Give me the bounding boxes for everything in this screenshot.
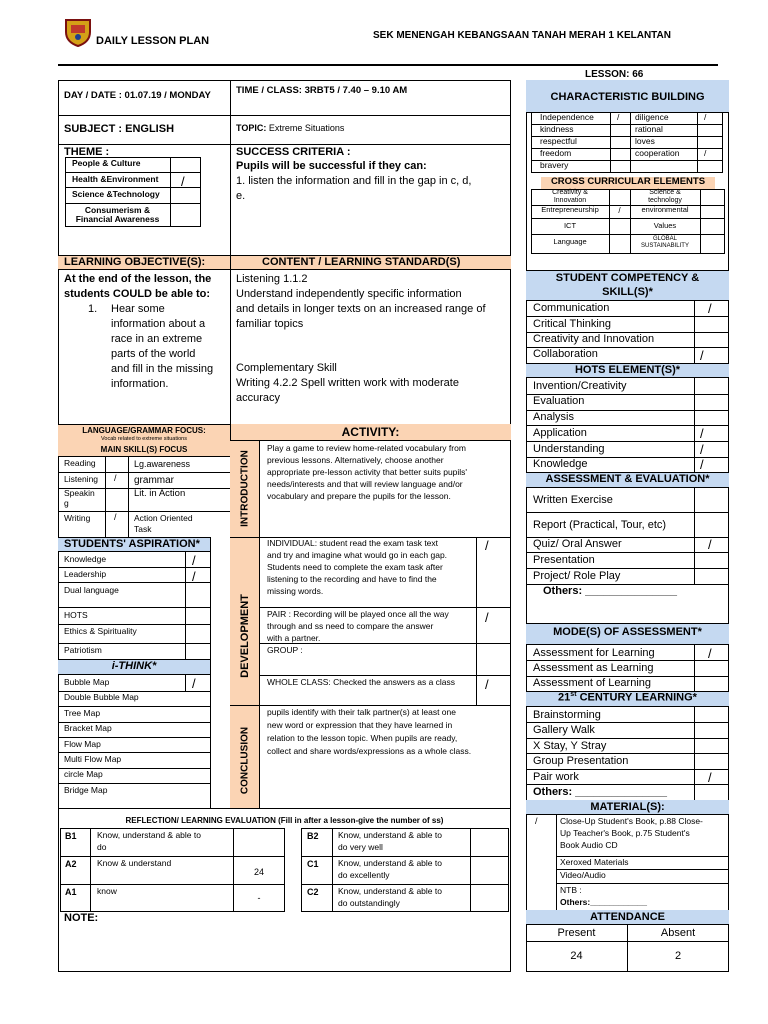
cross-creativity-cont: Innovation: [553, 197, 587, 204]
hots-invention: Invention/Creativity: [533, 380, 627, 392]
objective-line: information.: [111, 378, 169, 390]
reflection-heading: REFLECTION/ LEARNING EVALUATION (Fill in after a lesson-give the number of ss): [125, 816, 444, 825]
conclusion-line: collect and share words/expressions as a whole class.: [267, 746, 472, 756]
objective-number: 1.: [88, 303, 98, 315]
materials-ntb: NTB :: [560, 885, 582, 895]
conclusion-stage-label: CONCLUSION: [239, 726, 251, 795]
char-diligence-mark: /: [704, 112, 707, 122]
band-a2: A2: [65, 859, 77, 869]
cross-creativity: Creativity &: [552, 189, 588, 196]
content-line: and details in longer texts on an increased range of: [236, 303, 486, 315]
band-b1-desc: Know, understand & able to: [97, 830, 201, 840]
band-a1-desc: know: [97, 886, 117, 896]
assessment-quiz: Quiz/ Oral Answer: [533, 538, 622, 550]
aspiration-ethics: Ethics & Spirituality: [64, 626, 137, 636]
language-sub: Vocab related to extreme situations: [101, 436, 187, 442]
band-a1: A1: [65, 887, 77, 897]
char-independence-mark: /: [617, 112, 620, 122]
char-independence: Independence: [540, 112, 594, 122]
skill-speaking: Speakin: [64, 488, 95, 498]
modes-heading: MODE(S) OF ASSESSMENT*: [553, 626, 702, 638]
char-loves: loves: [635, 136, 655, 146]
band-b2-desc-cont: do very well: [338, 842, 383, 852]
skill-listening-mark: /: [114, 473, 117, 483]
objective-intro2: students COULD be able to:: [64, 288, 211, 300]
time-class: TIME / CLASS: 3RBT5 / 7.40 – 9.10 AM: [236, 85, 408, 96]
aspiration-hots: HOTS: [64, 610, 88, 620]
content-accuracy: accuracy: [236, 392, 281, 404]
competency-heading-2: SKILL(S)*: [602, 286, 653, 298]
language-heading: LANGUAGE/GRAMMAR FOCUS:: [82, 426, 206, 435]
ithink-double-bubble: Double Bubble Map: [64, 692, 139, 702]
competency-communication-mark: /: [708, 301, 712, 316]
band-b2: B2: [307, 831, 319, 841]
content-line: familiar topics: [236, 318, 304, 330]
success-line3: e.: [236, 190, 246, 202]
mode-as-learning: Assessment as Learning: [533, 662, 654, 674]
hots-evaluation: Evaluation: [533, 395, 585, 407]
aspiration-leadership: Leadership: [64, 569, 107, 579]
skills-heading: MAIN SKILL(S) FOCUS: [100, 445, 188, 454]
aspiration-heading: STUDENTS' ASPIRATION*: [64, 538, 200, 550]
ithink-flow-map: Flow Map: [64, 739, 101, 749]
skill-lit-action: Lit. in Action: [134, 488, 186, 499]
theme-label: THEME :: [64, 146, 110, 158]
aspiration-dual-language: Dual language: [64, 585, 119, 595]
cross-global: GLOBAL: [652, 236, 677, 242]
ithink-bubble-map: Bubble Map: [64, 677, 110, 687]
attendance-present-label: Present: [557, 927, 596, 939]
individual-line: missing words.: [267, 586, 324, 596]
intro-line: vocabulary and prepare the pupils for the lesson.: [267, 491, 451, 501]
aspiration-leadership-mark: /: [192, 569, 196, 584]
hots-understanding-mark: /: [700, 442, 704, 457]
char-rational: rational: [635, 124, 663, 134]
materials-mark: /: [535, 816, 538, 826]
skill-lg-awareness: Lg.awareness: [134, 459, 191, 469]
objective-line: information about a: [111, 318, 206, 330]
cross-ict: ICT: [563, 221, 577, 230]
intro-stage-label: INTRODUCTION: [239, 450, 251, 527]
materials-line1: Close-Up Student's Book, p.88 Close-: [560, 816, 703, 826]
day-date: DAY / DATE : 01.07.19 / MONDAY: [64, 90, 211, 101]
objective-line: parts of the world: [111, 348, 196, 360]
materials-xerox: Xeroxed Materials: [560, 857, 629, 867]
attendance-absent-count: 2: [674, 950, 682, 962]
cross-environmental: environmental: [641, 205, 689, 214]
hots-knowledge-mark: /: [700, 457, 704, 472]
skill-grammar: grammar: [134, 475, 175, 486]
materials-video: Video/Audio: [560, 870, 606, 880]
content-writing: Writing 4.2.2 Spell written work with moderate: [236, 377, 459, 389]
cross-heading: CROSS CURRICULAR ELEMENTS: [550, 176, 706, 187]
skill-writing: Writing: [64, 513, 91, 523]
hots-application-mark: /: [700, 426, 704, 441]
attendance-absent-label: Absent: [660, 927, 696, 939]
hots-application: Application: [533, 427, 587, 439]
band-a2-desc: Know & understand: [97, 858, 172, 868]
band-b2-desc: Know, understand & able to: [338, 830, 442, 840]
hots-knowledge: Knowledge: [533, 458, 588, 470]
hots-heading: HOTS ELEMENT(S)*: [574, 364, 681, 376]
materials-line2: Up Teacher's Book, p.75 Student's: [560, 828, 690, 838]
whole-class-mark: /: [485, 677, 489, 692]
ithink-bracket-map: Bracket Map: [64, 723, 112, 733]
assessment-project: Project/ Role Play: [533, 570, 621, 582]
objective-heading: LEARNING OBJECTIVE(S):: [64, 256, 206, 268]
competency-heading: STUDENT COMPETENCY &: [555, 272, 700, 284]
band-a1-count: -: [257, 893, 261, 903]
note-label: NOTE:: [64, 912, 99, 924]
cross-entrepreneurship-mark: /: [618, 206, 621, 215]
school-logo: [62, 16, 94, 48]
char-freedom: freedom: [540, 148, 572, 158]
objective-line: and fill in the missing: [111, 363, 214, 375]
century-gallery-walk: Gallery Walk: [533, 724, 595, 736]
char-bravery: bravery: [540, 160, 569, 170]
cross-sustainability: SUSTAINABILITY: [641, 243, 689, 249]
conclusion-line: new word or expression that they have learned in: [267, 720, 453, 730]
materials-heading: MATERIAL(S):: [590, 801, 665, 813]
aspiration-knowledge: Knowledge: [64, 554, 107, 564]
success-line1: Pupils will be successful if they can:: [236, 160, 427, 172]
century-heading: 21st CENTURY LEARNING*: [558, 691, 697, 704]
intro-line: needs/interests and that will review language and/or: [267, 479, 463, 489]
pair-line: PAIR : Recording will be played once all the way: [267, 609, 449, 619]
individual-mark: /: [485, 538, 489, 553]
assessment-report: Report (Practical, Tour, etc): [533, 519, 667, 531]
band-c1-desc: Know, understand & able to: [338, 858, 442, 868]
topic: TOPIC: Extreme Situations: [236, 123, 345, 133]
assessment-others: Others: _______________: [543, 585, 677, 597]
ithink-multi-flow: Multi Flow Map: [64, 754, 122, 764]
century-group-presentation: Group Presentation: [533, 755, 629, 767]
header-rule: [58, 64, 718, 66]
century-brainstorming: Brainstorming: [533, 709, 601, 721]
char-cooperation-mark: /: [704, 148, 707, 158]
cross-science: Science &: [649, 189, 681, 196]
skill-action-task: Action Oriented: [134, 513, 193, 523]
conclusion-line: relation to the lesson topic. When pupils are ready,: [267, 733, 458, 743]
materials-line3: Book Audio CD: [560, 840, 618, 850]
char-kindness: kindness: [540, 124, 574, 134]
lesson-number: LESSON: 66: [585, 69, 644, 80]
ithink-bridge-map: Bridge Map: [64, 785, 108, 795]
development-stage-label: DEVELOPMENT: [239, 594, 251, 678]
pair-line: with a partner.: [267, 633, 321, 643]
content-line: Understand independently specific information: [236, 288, 462, 300]
mode-of-learning: Assessment of Learning: [533, 677, 652, 689]
intro-line: previous lessons. Alternatively, choose another: [267, 455, 444, 465]
band-c2-desc-cont: do outstandingly: [338, 898, 400, 908]
band-b1: B1: [65, 831, 77, 841]
plan-title: DAILY LESSON PLAN: [96, 35, 210, 47]
char-cooperation: cooperation: [635, 148, 680, 158]
conclusion-line: pupils identify with their talk partner(s) at least one: [267, 707, 456, 717]
individual-line: listening to the recording and have to find the: [267, 574, 437, 584]
subject: SUBJECT : ENGLISH: [64, 123, 175, 135]
aspiration-knowledge-mark: /: [192, 553, 196, 568]
group-activity: GROUP :: [267, 645, 303, 655]
cross-entrepreneurship: Entrepreneurship: [541, 205, 599, 214]
competency-creativity: Creativity and Innovation: [533, 333, 655, 345]
cross-language: Language: [553, 237, 587, 246]
theme-science: Science &Technology: [72, 189, 160, 199]
individual-line: INDIVIDUAL: student read the exam task text: [267, 538, 439, 548]
competency-collaboration-mark: /: [700, 348, 704, 363]
theme-consumerism: Consumerism &: [84, 205, 151, 215]
theme-health-mark: /: [181, 174, 185, 189]
content-complementary: Complementary Skill: [236, 362, 337, 374]
objective-line: Hear some: [111, 303, 165, 315]
intro-line: appropriate pre-lesson activity that better suits pupils': [267, 467, 468, 477]
band-c1: C1: [307, 859, 319, 869]
century-pair-work: Pair work: [533, 771, 579, 783]
band-c1-desc-cont: do excellently: [338, 870, 390, 880]
char-diligence: diligence: [635, 112, 669, 122]
assessment-presentation: Presentation: [533, 554, 595, 566]
content-heading: CONTENT / LEARNING STANDARD(S): [262, 256, 461, 268]
ithink-bubble-mark: /: [192, 676, 196, 691]
century-x-stay: X Stay, Y Stray: [533, 740, 607, 752]
theme-health: Health &Environment: [72, 174, 159, 184]
competency-critical-thinking: Critical Thinking: [533, 318, 612, 330]
band-c2-desc: Know, understand & able to: [338, 886, 442, 896]
pair-line: through and ss need to compare the answer: [267, 621, 434, 631]
objective-line: race in an extreme: [111, 333, 203, 345]
competency-collaboration: Collaboration: [533, 348, 598, 360]
band-a2-count: 24: [253, 867, 264, 877]
hots-analysis: Analysis: [533, 411, 574, 423]
theme-financial: Financial Awareness: [75, 214, 160, 224]
attendance-heading: ATTENDANCE: [590, 911, 665, 923]
individual-line: Students need to complete the exam task after: [267, 562, 443, 572]
skill-listening: Listening: [64, 474, 99, 484]
band-b1-desc-cont: do: [97, 842, 107, 852]
competency-communication: Communication: [533, 302, 610, 314]
cross-science-cont: technology: [648, 197, 682, 204]
aspiration-patriotism: Patriotism: [64, 645, 102, 655]
assessment-quiz-mark: /: [708, 537, 712, 552]
skill-reading: Reading: [64, 458, 96, 468]
assessment-written: Written Exercise: [533, 494, 613, 506]
ithink-heading: i-THINK*: [111, 660, 157, 672]
activity-heading: ACTIVITY:: [341, 425, 400, 439]
skill-writing-mark: /: [114, 512, 117, 522]
century-others: Others: _______________: [533, 786, 667, 798]
whole-class-activity: WHOLE CLASS: Checked the answers as a class: [267, 677, 456, 687]
char-respectful: respectful: [540, 136, 577, 146]
attendance-present-count: 24: [570, 950, 583, 962]
individual-line: and try and imagine what would go in each gap.: [267, 550, 448, 560]
success-line2: 1. listen the information and fill in the gap in c, d,: [236, 175, 472, 187]
objective-intro: At the end of the lesson, the: [64, 273, 212, 285]
school-name: SEK MENENGAH KEBANGSAAN TANAH MERAH 1 KELANTAN: [373, 30, 671, 41]
cross-values: Values: [653, 221, 677, 230]
materials-others: Others:____________: [560, 897, 647, 907]
intro-line: Play a game to review home-related vocabulary from: [267, 443, 466, 453]
hots-understanding: Understanding: [533, 443, 605, 455]
skill-speaking-cont: g: [64, 498, 69, 508]
band-c2: C2: [307, 887, 319, 897]
character-heading: CHARACTERISTIC BUILDING: [550, 91, 705, 103]
mode-for-learning-mark: /: [708, 646, 712, 661]
ithink-tree-map: Tree Map: [64, 708, 101, 718]
theme-people: People & Culture: [72, 158, 141, 168]
success-label: SUCCESS CRITERIA :: [236, 146, 351, 158]
century-pair-work-mark: /: [708, 770, 712, 785]
assessment-heading: ASSESSMENT & EVALUATION*: [545, 473, 710, 485]
pair-mark: /: [485, 610, 489, 625]
content-line: Listening 1.1.2: [236, 273, 308, 285]
ithink-circle-map: circle Map: [64, 769, 103, 779]
skill-action-task-cont: Task: [134, 524, 152, 534]
mode-for-learning: Assessment for Learning: [533, 647, 655, 659]
